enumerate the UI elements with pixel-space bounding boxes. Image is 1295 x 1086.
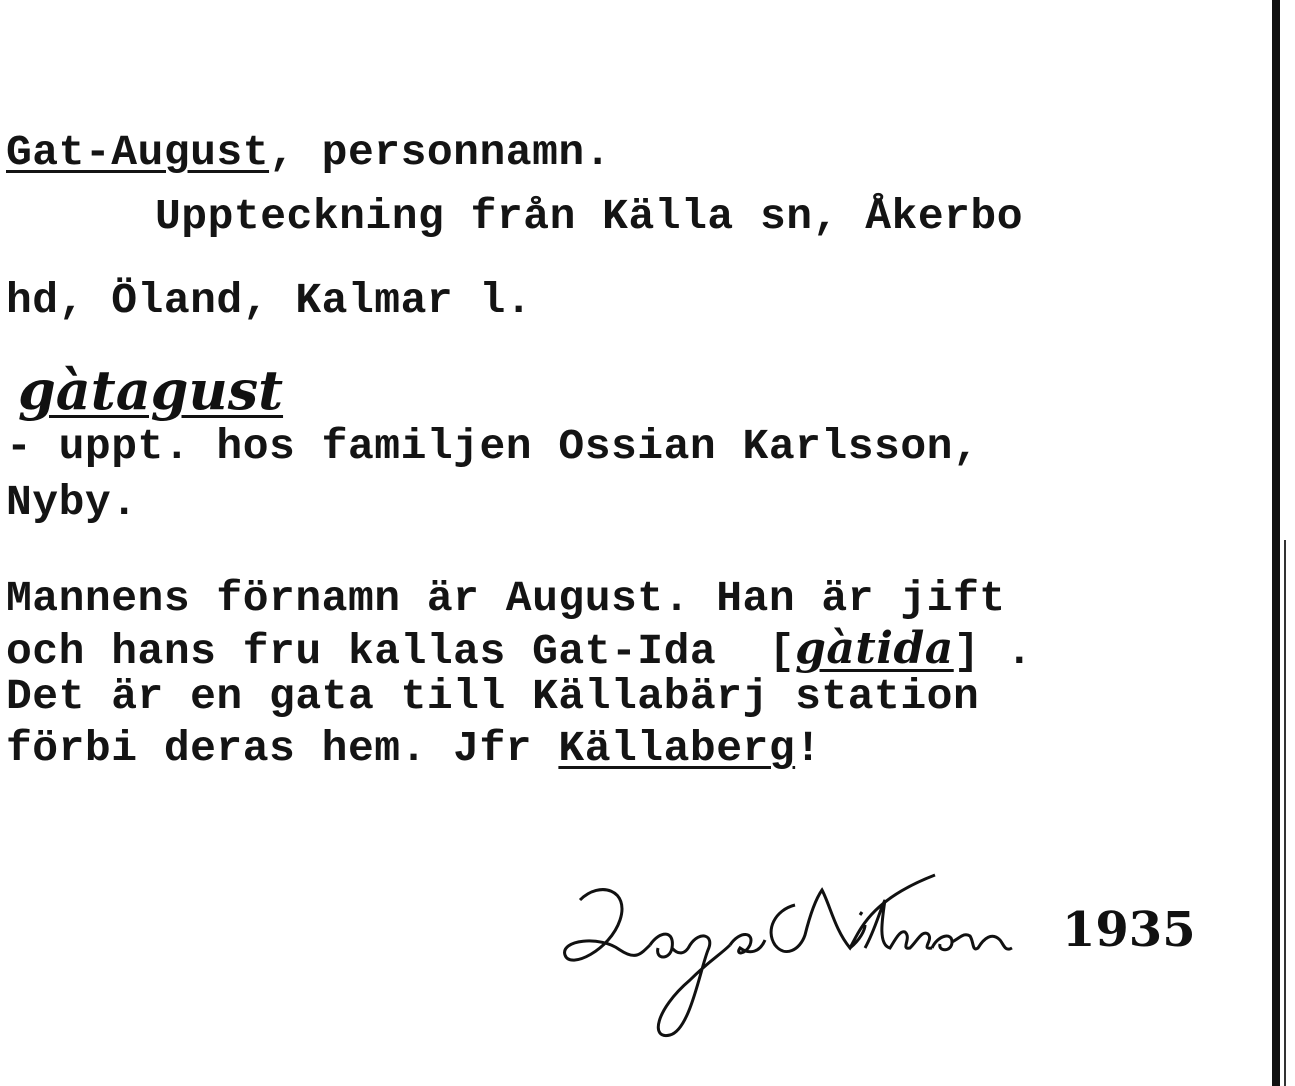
pronunciation-handwritten: gàtagust bbox=[18, 358, 284, 422]
reference-kallaberg: Källaberg bbox=[558, 724, 796, 773]
headword-suffix: , personnamn. bbox=[269, 128, 612, 177]
place-line: Nyby. bbox=[6, 478, 138, 527]
note-line-4-text: förbi deras hem. Jfr bbox=[6, 724, 559, 773]
signature-image bbox=[560, 860, 1020, 1050]
note-line-3: Det är en gata till Källabärj station bbox=[6, 672, 980, 721]
recorded-line: - uppt. hos familjen Ossian Karlsson, bbox=[6, 422, 980, 471]
year-handwritten: 1935 bbox=[1062, 902, 1196, 958]
note-line-2-text: och hans fru kallas Gat-Ida [ bbox=[6, 627, 796, 676]
source-line-2: hd, Öland, Kalmar l. bbox=[6, 276, 533, 325]
note-line-4 bbox=[6, 724, 821, 774]
headword-line bbox=[6, 128, 611, 178]
source-line-1: Uppteckning från Källa sn, Åkerbo bbox=[155, 192, 1024, 241]
card-edge-line-secondary bbox=[1284, 540, 1286, 1086]
card-edge-line bbox=[1272, 0, 1280, 1086]
gatida-handwritten: gàtida bbox=[795, 623, 954, 674]
headword: Gat-August bbox=[6, 128, 270, 177]
note-line-2-close: ] . bbox=[953, 627, 1033, 676]
note-line-1: Mannens förnamn är August. Han är jift bbox=[6, 574, 1006, 623]
note-line-2 bbox=[6, 624, 1033, 677]
note-line-4-end: ! bbox=[795, 724, 822, 773]
